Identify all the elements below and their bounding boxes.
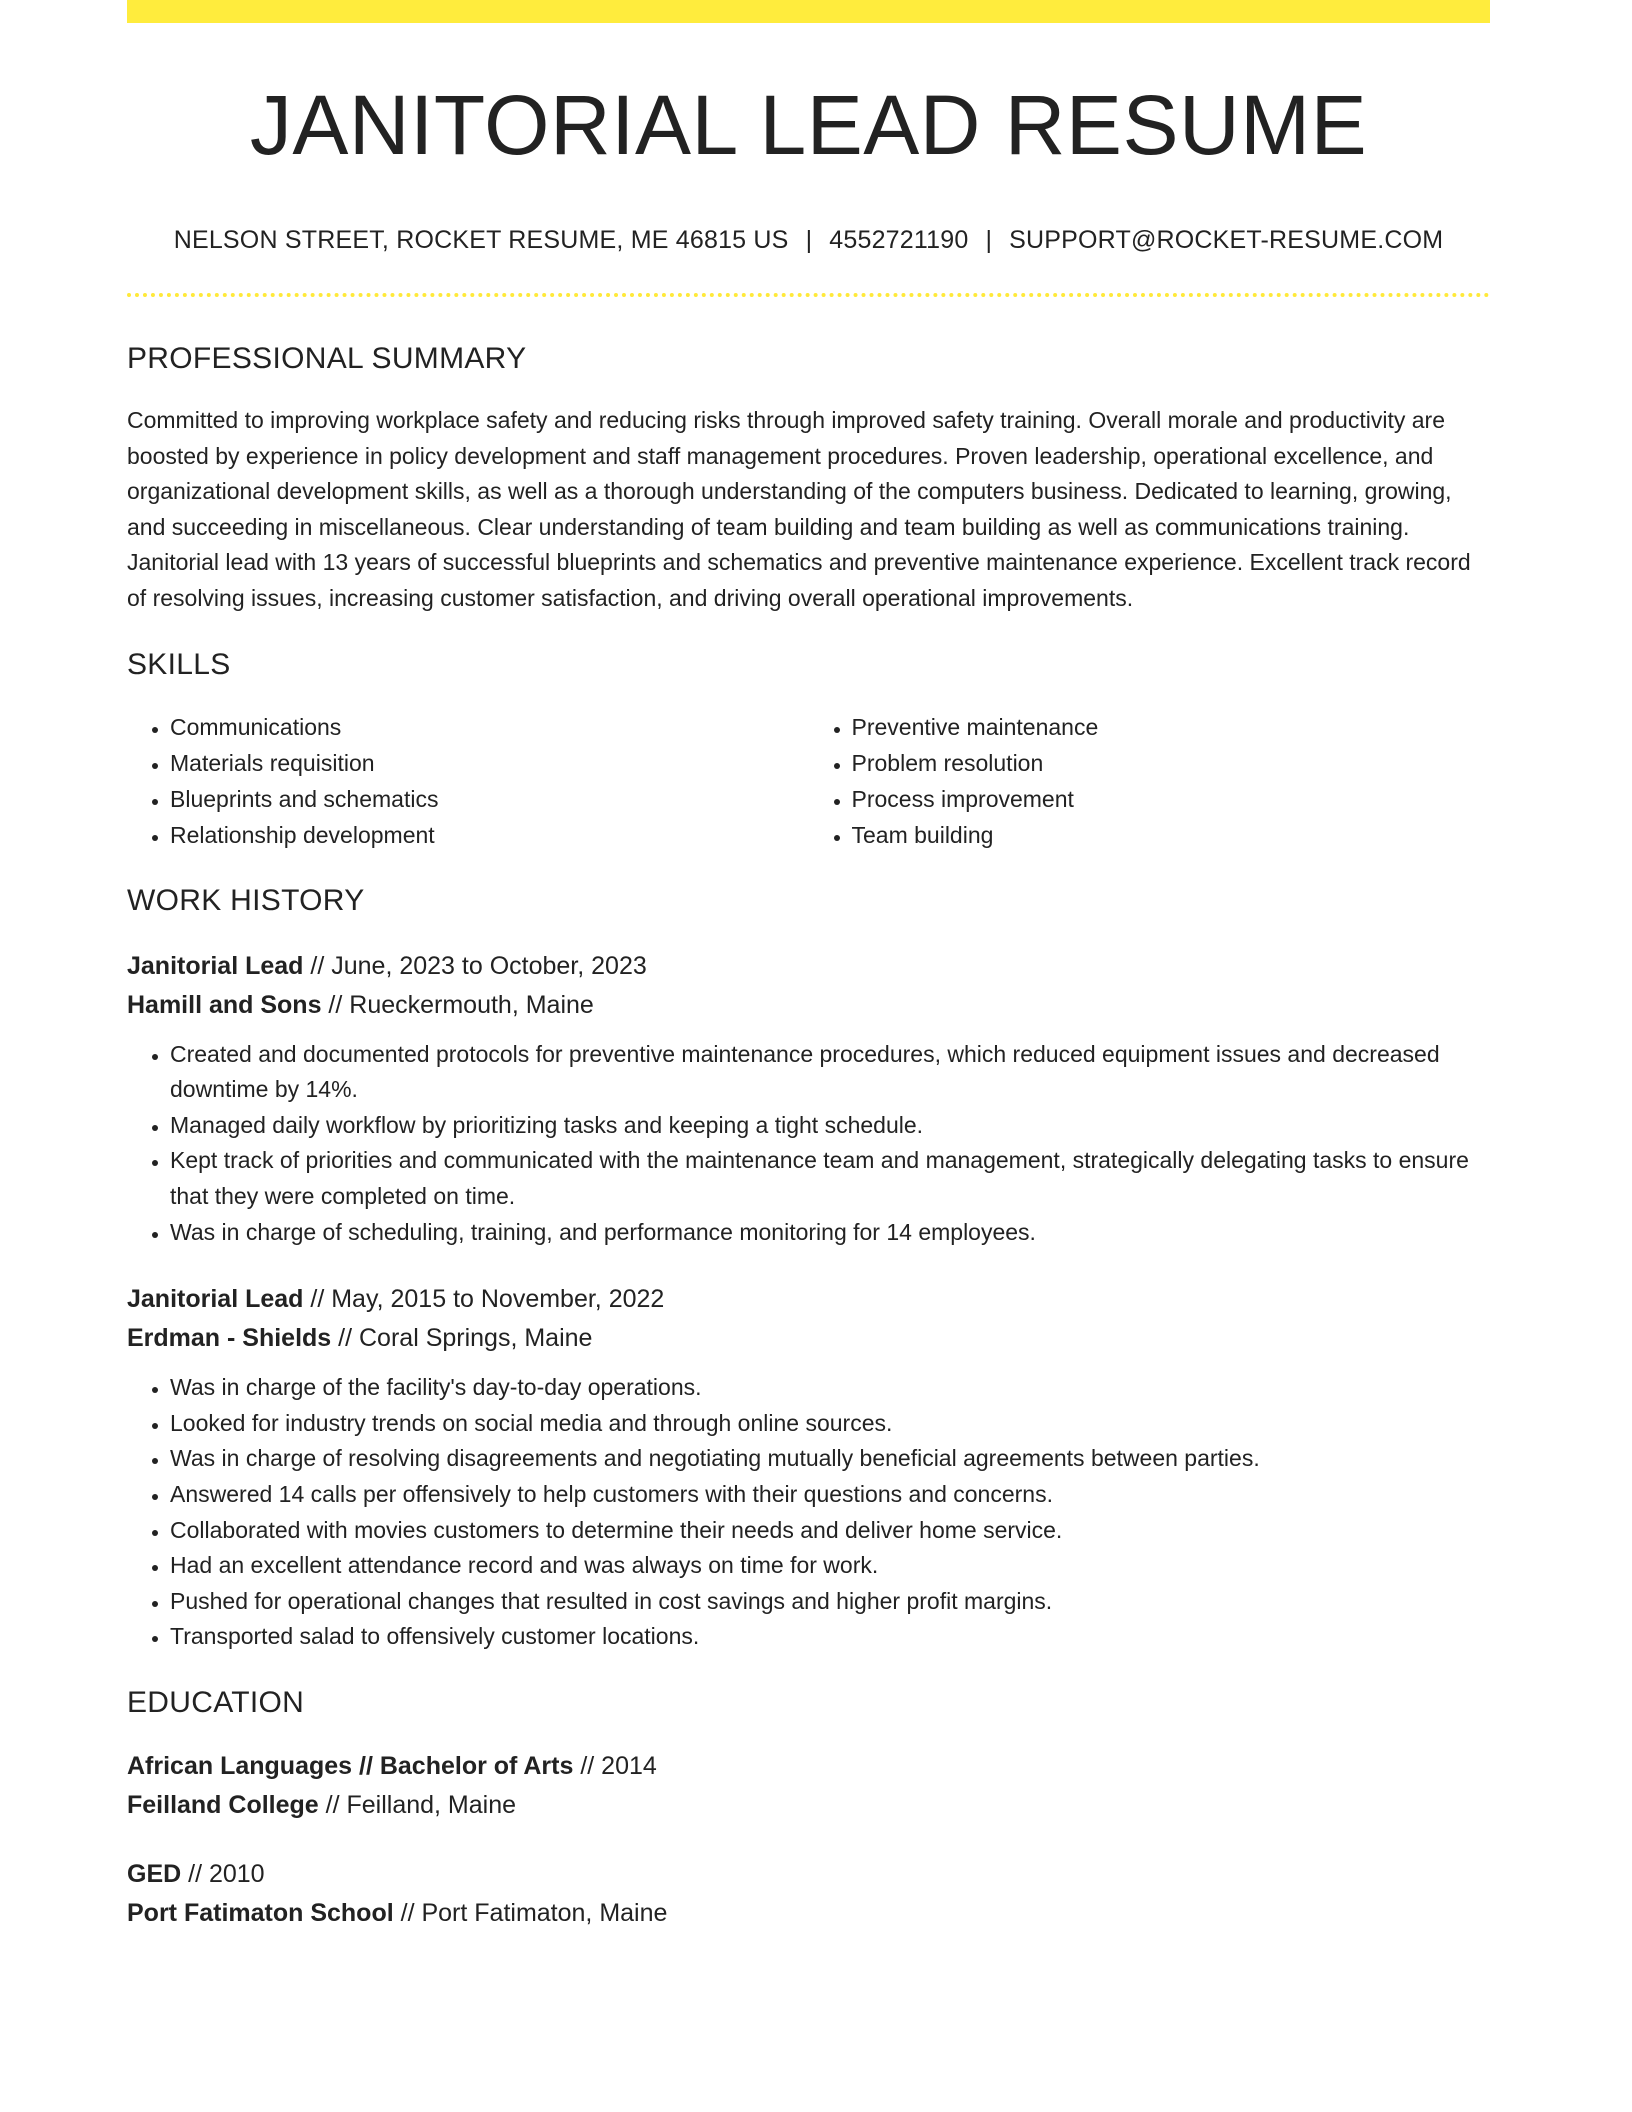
education-entry [127,1855,1490,1933]
skill-item: • Problem resolution [852,745,1491,781]
job-title: Janitorial Lead [127,1285,304,1314]
skills-column-left [127,709,809,853]
job-bullet: • Pushed for operational changes that resulted in cost savings and higher profit margins. [170,1584,1490,1620]
resume-page [127,0,1490,1933]
resume-title: JANITORIAL LEAD RESUME [249,78,1368,172]
work-history-heading: WORK HISTORY [127,883,365,917]
job-bullet: • Had an excellent attendance record and was always on time for work. [170,1548,1490,1584]
separator: | [985,226,993,254]
job-company-line [127,1319,1490,1358]
job-location: // Rueckermouth, Maine [321,990,594,1019]
job-location: // Coral Springs, Maine [331,1324,593,1353]
summary-text: Committed to improving workplace safety and reducing risks through improved safety training. Overall morale and productivity are boosted by experience in policy development and staff management procedures. Proven leadership, operational excellence, and organizational development skills, as well as a thorough understanding of the computers business. Dedicated to learning, growing, and succeeding in miscellaneous. Clear understanding of team building and team building as well as communications training. Janitorial lead with 13 years of successful blueprints and schematics and preventive maintenance experience. Excellent track record of resolving issues, increasing customer satisfaction, and driving overall operational improvements. [127,407,1471,611]
skill-item: • Materials requisition [170,745,809,781]
degree-year: // 2010 [181,1859,265,1888]
job-bullet: • Collaborated with movies customers to determine their needs and deliver home service. [170,1513,1490,1549]
degree-line [127,1855,1490,1894]
skill-item: • Relationship development [170,817,809,853]
job-dates: // May, 2015 to November, 2022 [303,1285,665,1314]
dotted-divider [127,293,1490,297]
education-entry [127,1747,1490,1825]
job-bullet: • Kept track of priorities and communicated with the maintenance team and management, strategically delegating tasks to ensure that they were completed on time. [170,1143,1490,1214]
degree: GED [127,1859,182,1888]
contact-line [127,225,1490,255]
school: Feilland College [127,1790,319,1819]
address: NELSON STREET, ROCKET RESUME, ME 46815 US [173,226,789,254]
job-bullets [127,1037,1490,1251]
job-bullet: • Looked for industry trends on social media and through online sources. [170,1406,1490,1442]
school-line [127,1786,1490,1825]
skill-item: • Communications [170,709,809,745]
job-bullet: • Was in charge of the facility's day-to-day operations. [170,1370,1490,1406]
job-company-line [127,986,1490,1025]
job-bullet: • Created and documented protocols for preventive maintenance procedures, which reduced equipment issues and decreased downtime by 14%. [170,1037,1490,1108]
skill-item: • Blueprints and schematics [170,781,809,817]
degree-year: // 2014 [573,1751,657,1780]
school: Port Fatimaton School [127,1898,394,1927]
job-bullet: • Managed daily workflow by prioritizing tasks and keeping a tight schedule. [170,1108,1490,1144]
summary-heading: PROFESSIONAL SUMMARY [127,342,527,375]
degree-line [127,1747,1490,1786]
school-location: // Port Fatimaton, Maine [393,1898,668,1927]
job-bullets [127,1370,1490,1655]
accent-bar [127,0,1490,23]
job-dates: // June, 2023 to October, 2023 [303,951,647,980]
skill-item: • Preventive maintenance [852,709,1491,745]
education-heading: EDUCATION [127,1685,305,1719]
skill-item: • Process improvement [852,781,1491,817]
skills-column-right [809,709,1491,853]
job-company: Hamill and Sons [127,990,322,1019]
phone: 4552721190 [829,226,969,254]
skills-list [127,709,1490,853]
job-title: Janitorial Lead [127,951,304,980]
job-title-line [127,947,1490,986]
degree: African Languages // Bachelor of Arts [127,1751,574,1780]
job-entry [127,1280,1490,1655]
job-bullet: • Was in charge of resolving disagreements and negotiating mutually beneficial agreements between parties. [170,1441,1490,1477]
school-line [127,1894,1490,1933]
skills-heading: SKILLS [127,647,231,681]
job-title-line [127,1280,1490,1319]
skill-item: • Team building [852,817,1491,853]
email: SUPPORT@ROCKET-RESUME.COM [1009,226,1444,254]
job-bullet: • Transported salad to offensively customer locations. [170,1619,1490,1655]
job-entry [127,947,1490,1251]
job-bullet: • Was in charge of scheduling, training, and performance monitoring for 14 employees. [170,1215,1490,1251]
job-bullet: • Answered 14 calls per offensively to help customers with their questions and concerns. [170,1477,1490,1513]
school-location: // Feilland, Maine [318,1790,517,1819]
separator: | [805,226,813,254]
job-company: Erdman - Shields [127,1324,332,1353]
